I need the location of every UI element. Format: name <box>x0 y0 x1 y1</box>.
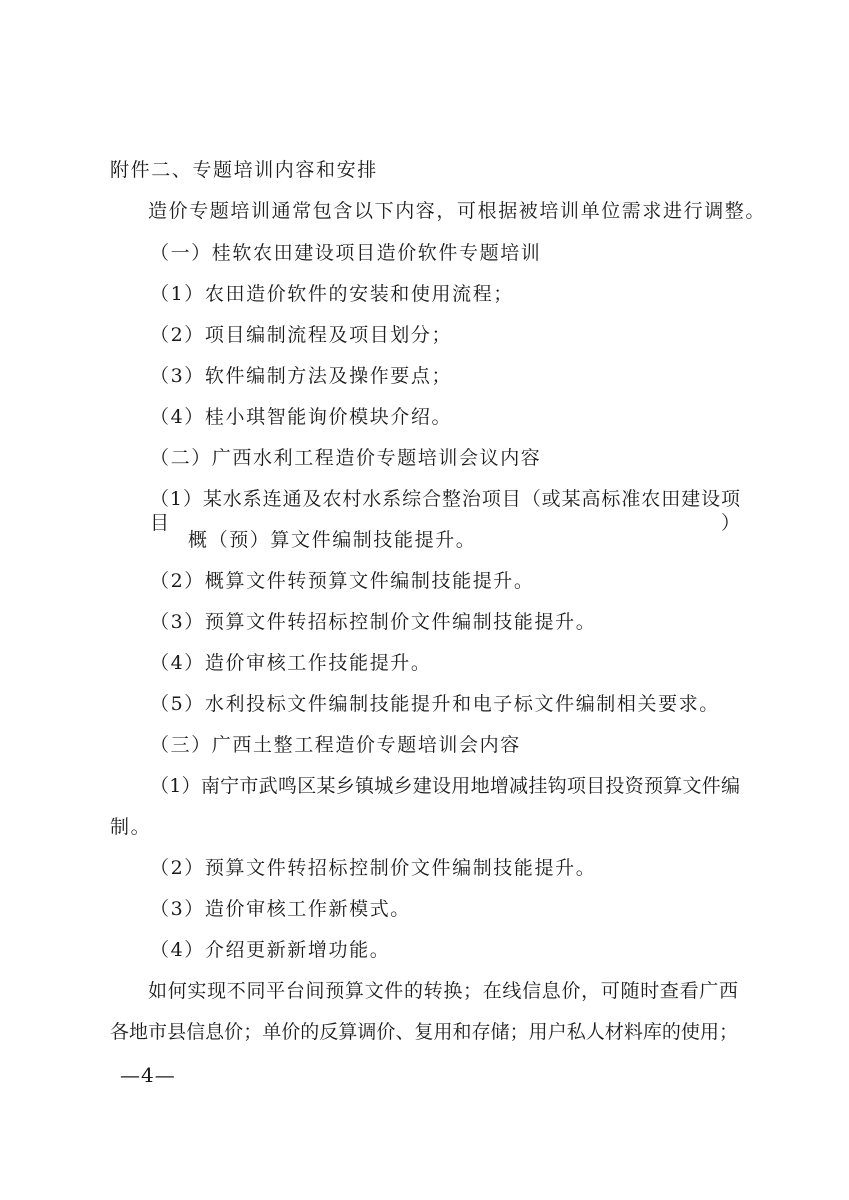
section-2-title: （二）广西水利工程造价专题培训会议内容 <box>150 447 542 469</box>
attachment-heading: 附件二、专题培训内容和安排 <box>110 159 378 181</box>
section-2-item-1-line-2: 概（预）算文件编制技能提升。 <box>188 529 477 551</box>
page-number: —4— <box>120 1063 176 1087</box>
closing-paragraph-line-1: 如何实现不同平台间预算文件的转换；在线信息价，可随时查看广西 <box>148 980 738 1002</box>
section-1-item-3: （3）软件编制方法及操作要点； <box>150 365 453 387</box>
section-2-item-1-line-1: （1）某水系连通及农村水系综合整治项目（或某高标准农田建设项目） <box>150 488 740 534</box>
section-2-item-5: （5）水利投标文件编制技能提升和电子标文件编制相关要求。 <box>150 693 720 715</box>
section-2-item-3: （3）预算文件转招标控制价文件编制技能提升。 <box>150 611 597 633</box>
section-1-title: （一）桂软农田建设项目造价软件专题培训 <box>150 242 542 264</box>
section-3-title: （三）广西土整工程造价专题培训会内容 <box>150 734 521 756</box>
section-1-item-1: （1）农田造价软件的安装和使用流程； <box>150 283 514 305</box>
intro-paragraph: 造价专题培训通常包含以下内容，可根据被培训单位需求进行调整。 <box>148 200 767 222</box>
section-3-item-3: （3）造价审核工作新模式。 <box>150 898 411 920</box>
closing-paragraph-line-2: 各地市县信息价；单价的反算调价、复用和存储；用户私人材料库的使用； <box>110 1021 738 1043</box>
section-1-item-2: （2）项目编制流程及项目划分； <box>150 324 453 346</box>
section-3-item-1-line-2: 制。 <box>110 816 152 838</box>
section-3-item-4: （4）介绍更新新增功能。 <box>150 939 391 961</box>
section-3-item-1-line-1: （1）南宁市武鸣区某乡镇城乡建设用地增减挂钩项目投资预算文件编 <box>150 775 740 797</box>
section-2-item-4: （4）造价审核工作技能提升。 <box>150 652 432 674</box>
section-1-item-4: （4）桂小琪智能询价模块介绍。 <box>150 406 453 428</box>
section-3-item-2: （2）预算文件转招标控制价文件编制技能提升。 <box>150 857 597 879</box>
section-2-item-2: （2）概算文件转预算文件编制技能提升。 <box>150 570 535 592</box>
